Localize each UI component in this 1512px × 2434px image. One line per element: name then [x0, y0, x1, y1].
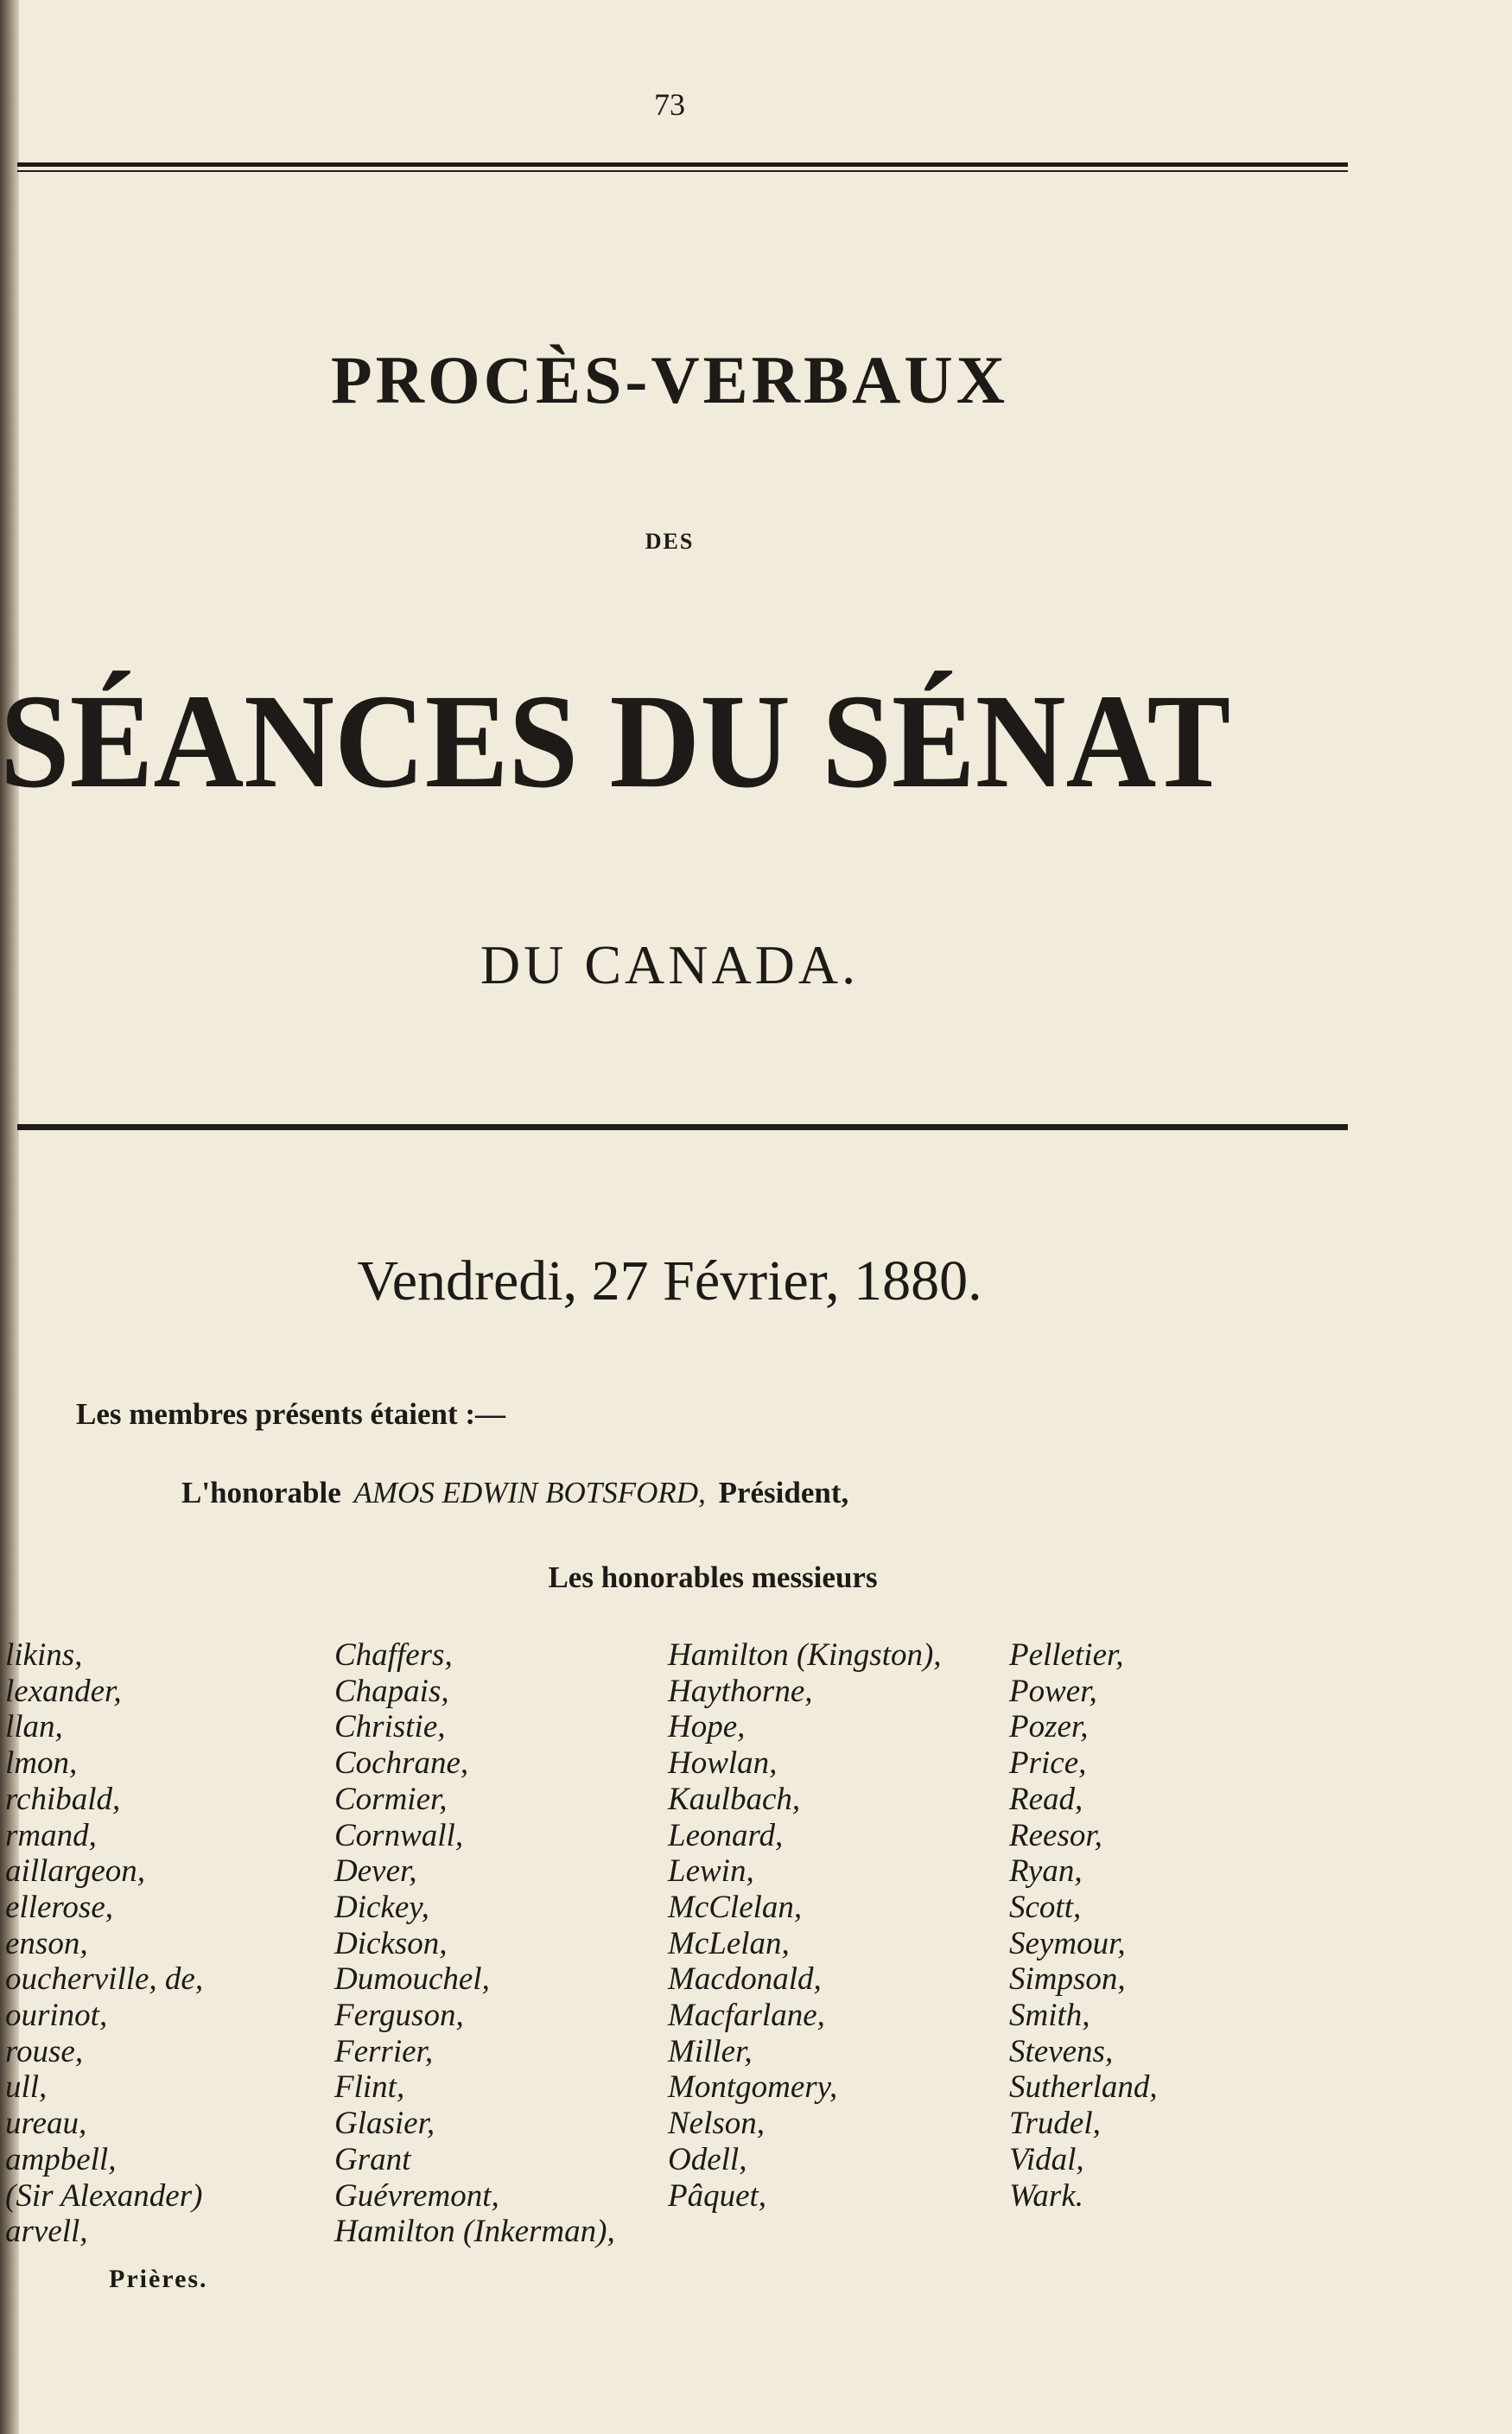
title-seances-du-senat: SÉANCES DU SÉNAT	[0, 666, 1231, 816]
senator-name: rmand,	[5, 1817, 97, 1853]
prayers-label: Prières.	[109, 2265, 208, 2293]
senator-name: Smith,	[1009, 1998, 1090, 2034]
senator-name: Hamilton (Kingston),	[668, 1637, 942, 1673]
senator-name: ampbell,	[5, 2141, 117, 2177]
senator-name: McClelan,	[668, 1889, 803, 1925]
title-connector: DES	[645, 529, 695, 554]
senator-name: arvell,	[5, 2214, 88, 2250]
senator-name: oucherville, de,	[5, 1961, 204, 1998]
senator-name: Cornwall,	[334, 1817, 464, 1853]
senator-name: Christie,	[334, 1709, 446, 1745]
senator-name: Hamilton (Inkerman),	[334, 2214, 615, 2250]
senator-name: Haythorne,	[668, 1673, 813, 1709]
senator-name: likins,	[5, 1637, 83, 1673]
header-rule	[17, 162, 1348, 172]
senator-name: McLelan,	[668, 1925, 790, 1961]
senator-name: Simpson,	[1009, 1961, 1126, 1998]
senator-name: Howlan,	[668, 1745, 778, 1782]
president-prefix: L'honorable	[181, 1476, 341, 1509]
senator-name: Glasier,	[334, 2106, 435, 2142]
page-number: 73	[654, 87, 685, 122]
senator-name: Flint,	[334, 2069, 405, 2106]
president-title: Président,	[718, 1476, 849, 1509]
title-proces-verbaux: PROCÈS-VERBAUX	[330, 342, 1009, 417]
senator-column-1	[5, 1637, 203, 2250]
senator-name: Seymour,	[1009, 1925, 1126, 1961]
senator-name: Ferrier,	[334, 2033, 434, 2069]
session-date: Vendredi, 27 Février, 1880.	[357, 1249, 982, 1312]
senator-name: enson,	[5, 1925, 88, 1961]
senator-name: lexander,	[5, 1673, 122, 1709]
senator-name: Macdonald,	[668, 1961, 822, 1998]
section-rule	[17, 1121, 1348, 1130]
senator-column-3	[668, 1637, 942, 2214]
senator-column-2	[334, 1637, 615, 2250]
senator-name: Sutherland,	[1009, 2069, 1158, 2106]
senator-name: rchibald,	[5, 1781, 121, 1817]
senator-name: ourinot,	[5, 1998, 108, 2034]
senator-name: Chapais,	[334, 1673, 449, 1709]
senator-name: ureau,	[5, 2106, 87, 2142]
senator-name: Trudel,	[1009, 2106, 1101, 2142]
senator-name: Pâquet,	[668, 2177, 767, 2214]
senator-name: Dickson,	[334, 1925, 448, 1961]
senator-name: lmon,	[5, 1745, 78, 1782]
senator-name: Price,	[1009, 1745, 1087, 1782]
senator-name: Cochrane,	[334, 1745, 469, 1782]
senator-name: Montgomery,	[668, 2069, 838, 2106]
senator-name: Leonard,	[668, 1817, 784, 1853]
senator-name: ellerose,	[5, 1889, 114, 1925]
senator-name: Miller,	[668, 2033, 753, 2069]
title-du-canada: DU CANADA.	[480, 934, 860, 995]
president-line	[181, 1476, 848, 1510]
senator-name: Wark.	[1009, 2177, 1083, 2214]
president-name: AMOS EDWIN BOTSFORD,	[353, 1476, 706, 1509]
senator-name: ull,	[5, 2069, 48, 2106]
senator-name: Dever,	[334, 1853, 417, 1890]
senator-name: Chaffers,	[334, 1637, 453, 1673]
senators-heading: Les honorables messieurs	[548, 1560, 878, 1594]
senator-name: Grant	[334, 2141, 411, 2177]
senator-name: (Sir Alexander)	[5, 2177, 203, 2214]
senator-name: Pozer,	[1009, 1709, 1089, 1745]
senator-name: Vidal,	[1009, 2141, 1084, 2177]
senator-name: llan,	[5, 1709, 63, 1745]
senator-name: Guévremont,	[334, 2177, 499, 2214]
members-intro: Les membres présents étaient :—	[76, 1397, 506, 1431]
senator-column-4	[1009, 1637, 1158, 2214]
senator-name: Nelson,	[668, 2106, 766, 2142]
senator-name: Macfarlane,	[668, 1998, 825, 2034]
senator-name: rouse,	[5, 2033, 84, 2069]
senator-name: Cormier,	[334, 1781, 448, 1817]
senator-name: Ryan,	[1009, 1853, 1083, 1890]
senator-name: Hope,	[668, 1709, 746, 1745]
senator-name: Scott,	[1009, 1889, 1082, 1925]
senator-name: aillargeon,	[5, 1853, 146, 1890]
senator-name: Ferguson,	[334, 1998, 464, 2034]
senator-name: Odell,	[668, 2141, 747, 2177]
senator-name: Pelletier,	[1009, 1637, 1124, 1673]
senator-name: Dickey,	[334, 1889, 429, 1925]
senator-name: Read,	[1009, 1781, 1083, 1817]
senator-name: Lewin,	[668, 1853, 754, 1890]
senator-name: Power,	[1009, 1673, 1097, 1709]
senator-name: Dumouchel,	[334, 1961, 490, 1998]
senator-name: Stevens,	[1009, 2033, 1114, 2069]
senator-name: Kaulbach,	[668, 1781, 801, 1817]
senator-name: Reesor,	[1009, 1817, 1102, 1853]
